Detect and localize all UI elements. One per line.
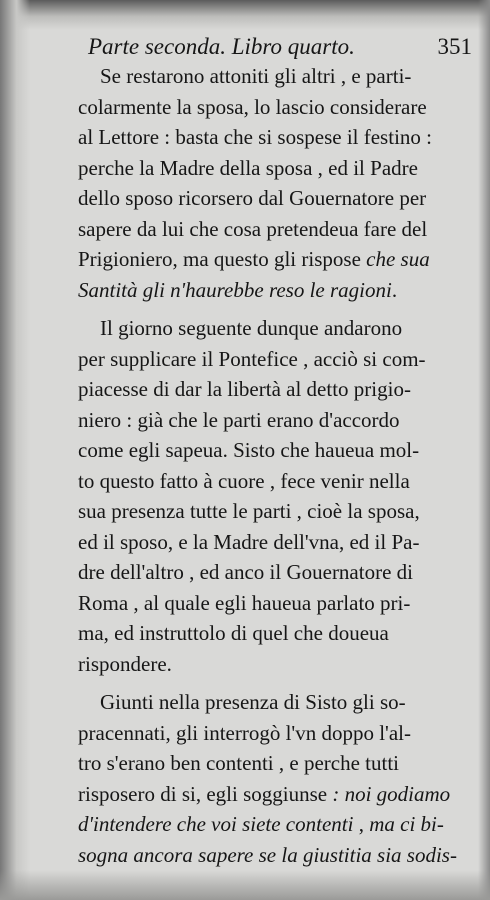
text-segment: al Lettore : basta che si sospese il festino : [78, 125, 432, 149]
text-line [78, 313, 470, 344]
text-line [78, 214, 470, 245]
italic-text-segment: ma ci bi- [369, 812, 444, 836]
text-segment: piacesse di dar la libertà al detto prigio- [78, 377, 411, 401]
text-segment: colarmente la sposa, lo lascio considerare [78, 94, 427, 119]
text-segment: , [353, 812, 370, 836]
text-line [78, 527, 470, 558]
text-segment: come egli sapeua. Sisto che haueua mol- [78, 438, 420, 462]
text-segment: . [391, 277, 398, 302]
text-line [78, 92, 470, 123]
text-segment: Giunti nella presenza di Sisto gli so- [100, 690, 406, 714]
text-segment: sua presenza tutte le parti , cioè la sposa, [78, 499, 420, 523]
italic-text-segment: Santità gli n'haurebbe reso le ragioni [78, 277, 392, 302]
text-line [78, 61, 470, 92]
text-line [78, 275, 470, 306]
text-line [78, 435, 470, 466]
italic-text-segment: che sua [366, 247, 430, 271]
page-shadow-gutter [0, 0, 30, 900]
text-segment: risposero di si, egli soggiunse [78, 781, 328, 806]
italic-text-segment: d'intendere che voi siete contenti [78, 812, 354, 836]
text-segment: dre dell'altro , ed anco il Gouernatore di [78, 560, 413, 584]
page-shadow-top [0, 0, 490, 30]
body-text [78, 61, 470, 870]
text-line [78, 122, 470, 153]
text-line [78, 183, 470, 214]
text-line [78, 779, 470, 810]
text-line [78, 244, 470, 275]
text-line [78, 496, 470, 527]
text-segment: perche la Madre della sposa , ed il Padre [78, 155, 418, 180]
text-line [78, 649, 470, 680]
text-segment: Roma , al quale egli haueua parlato pri- [78, 590, 411, 615]
text-line [78, 405, 470, 436]
running-title: Parte seconda. Libro quarto. [88, 34, 355, 59]
text-segment: ed il sposo, e la Madre dell'vna, ed il Pa- [78, 529, 420, 554]
text-line [78, 557, 470, 588]
page-shadow-bottom [0, 870, 490, 900]
text-segment: to questo fatto à cuore , fece venir nella [78, 468, 410, 493]
text-segment: Il giorno seguente dunque andarono [100, 316, 403, 340]
text-line [78, 466, 470, 497]
page-shadow-right [478, 0, 490, 900]
text-line [78, 809, 470, 840]
text-segment: niero : già che le parti erano d'accordo [78, 407, 400, 432]
text-line [78, 588, 470, 619]
text-segment: ma, ed instruttolo di quel che doueua [78, 621, 389, 645]
italic-text-segment: : noi godiamo [327, 781, 451, 806]
text-segment: dello sposo ricorsero dal Gouernatore per [78, 186, 427, 210]
text-line [78, 748, 470, 779]
text-segment: sapere da lui che cosa pretendeua fare del [78, 216, 428, 241]
text-line [78, 153, 470, 184]
text-line [78, 687, 470, 718]
page-header [78, 32, 472, 62]
text-segment: Se restarono attoniti gli altri , e parti- [100, 64, 412, 88]
text-segment: per supplicare il Pontefice , acciò si com- [78, 346, 426, 371]
text-segment: tro s'erano ben contenti , e perche tutti [78, 751, 399, 775]
text-line [78, 344, 470, 375]
text-line [78, 718, 470, 749]
text-line [78, 374, 470, 405]
text-line [78, 840, 470, 871]
text-line [78, 618, 470, 649]
text-segment: Prigioniero, ma questo gli rispose [78, 247, 367, 271]
text-segment: pracennati, gli interrogò l'vn doppo l'al- [78, 720, 411, 745]
text-segment: rispondere. [78, 651, 172, 676]
page-number: 351 [437, 34, 472, 59]
italic-text-segment: sogna ancora sapere se la giustitia sia sodis- [78, 842, 457, 867]
